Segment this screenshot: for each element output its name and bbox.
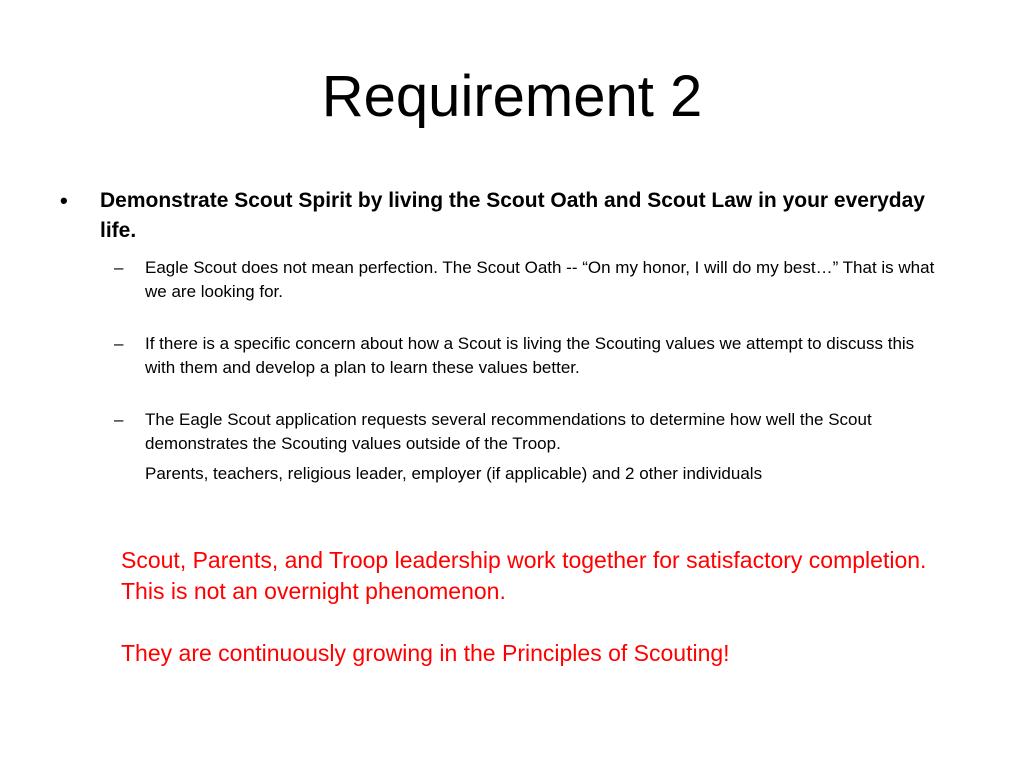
main-bullet-text: Demonstrate Scout Spirit by living the Scout Oath and Scout Law in your everyday life. <box>100 189 925 242</box>
sub-bullet-item <box>114 256 960 304</box>
sub-bullet-text: If there is a specific concern about how a Scout is living the Scouting values we attempt to discuss this with them and develop a plan to learn these values better. <box>145 334 915 377</box>
bullet-marker: • <box>60 188 68 213</box>
sub-bullet-text: Eagle Scout does not mean perfection. The Scout Oath -- “On my honor, I will do my best…” That is what we are looking for. <box>145 258 935 301</box>
sub-bullet-item <box>114 408 960 486</box>
sub-bullet-content <box>145 408 945 486</box>
dash-marker: – <box>114 258 124 277</box>
note-spacer <box>121 607 941 638</box>
note-line-3: They are continuously growing in the Principles of Scouting! <box>121 640 730 666</box>
main-bullet-block <box>60 186 960 486</box>
dash-marker: – <box>114 410 124 429</box>
sub-bullet-item <box>114 332 960 380</box>
slide-title: Requirement 2 <box>321 64 703 129</box>
main-bullet <box>60 186 960 246</box>
note-line-2: This is not an overnight phenomenon. <box>121 578 506 604</box>
highlight-note <box>121 545 941 669</box>
note-line-1: Scout, Parents, and Troop leadership work together for satisfactory completion. <box>121 547 927 573</box>
sub-bullet-text: The Eagle Scout application requests several recommendations to determine how well the Scout demonstrates the Scouting values outside of the Troop. <box>145 410 872 453</box>
sub-bullet-extra-text: Parents, teachers, religious leader, employer (if applicable) and 2 other individuals <box>145 464 763 483</box>
sub-bullet-list <box>114 256 960 486</box>
dash-marker: – <box>114 334 124 353</box>
